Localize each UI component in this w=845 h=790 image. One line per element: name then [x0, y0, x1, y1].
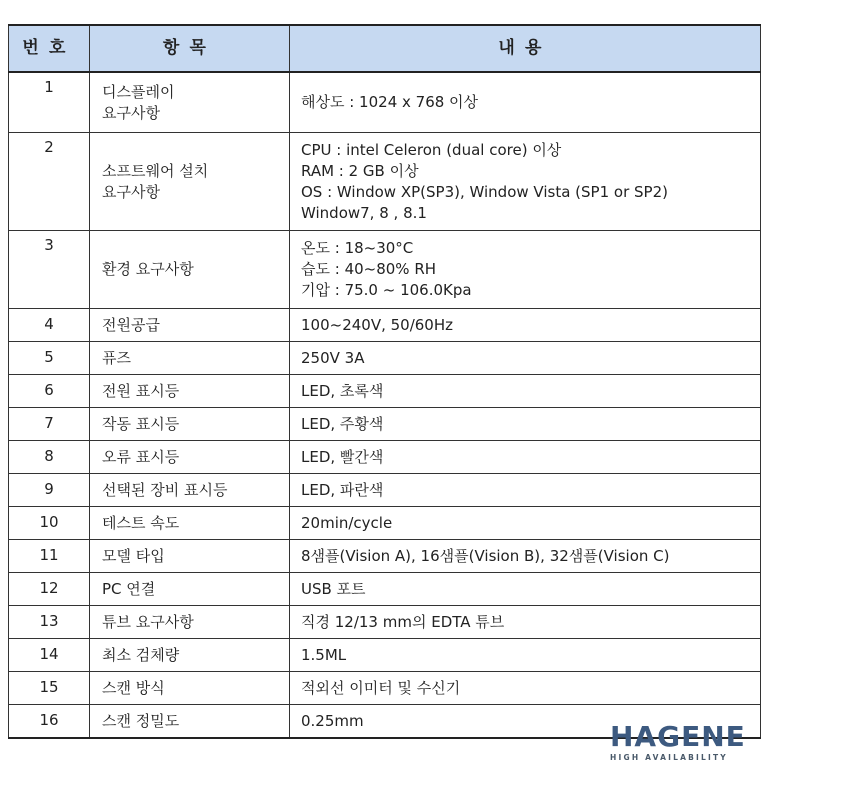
row-item: [90, 672, 290, 705]
row-number: 15: [9, 672, 90, 705]
table-row: [9, 507, 761, 540]
table-row: [9, 672, 761, 705]
row-item: [90, 705, 290, 739]
row-number: 16: [9, 705, 90, 739]
item-line: 오류 표시등: [102, 447, 180, 466]
table-row: [9, 375, 761, 408]
content-line: OS : Window XP(SP3), Window Vista (SP1 or SP2): [301, 182, 668, 201]
item-line: 요구사항: [102, 103, 160, 122]
content-line: CPU : intel Celeron (dual core) 이상: [301, 140, 562, 159]
item-line: 전원 표시등: [102, 381, 180, 400]
row-number: 5: [9, 342, 90, 375]
table-row: [9, 639, 761, 672]
table-row: [9, 573, 761, 606]
item-line: 요구사항: [102, 182, 160, 201]
item-line: 작동 표시등: [102, 414, 180, 433]
table-row: [9, 309, 761, 342]
row-content: [290, 342, 761, 375]
hagene-logo: [606, 720, 756, 766]
table-row: [9, 231, 761, 309]
content-line: 100~240V, 50/60Hz: [301, 315, 454, 334]
content-line: 250V 3A: [301, 348, 365, 367]
item-line: 소프트웨어 설치: [102, 161, 209, 180]
row-number: 12: [9, 573, 90, 606]
table-row: [9, 133, 761, 231]
content-line: USB 포트: [301, 579, 366, 598]
content-line: 직경 12/13 mm의 EDTA 튜브: [301, 612, 505, 631]
row-item: [90, 606, 290, 639]
table-row: [9, 474, 761, 507]
row-number: 4: [9, 309, 90, 342]
row-content: [290, 72, 761, 133]
row-item: [90, 507, 290, 540]
content-line: LED, 주황색: [301, 414, 384, 433]
row-content: [290, 672, 761, 705]
logo-wordmark: HAGENE: [610, 720, 746, 753]
row-item: [90, 72, 290, 133]
content-line: LED, 초록색: [301, 381, 384, 400]
row-number: 7: [9, 408, 90, 441]
content-line: 해상도 : 1024 x 768 이상: [301, 93, 479, 111]
row-content: [290, 606, 761, 639]
content-line: 0.25mm: [301, 711, 364, 730]
content-line: LED, 빨간색: [301, 447, 384, 466]
row-content: [290, 408, 761, 441]
row-item: [90, 342, 290, 375]
row-item: [90, 133, 290, 231]
item-line: 최소 검체량: [102, 645, 180, 664]
row-number: 2: [9, 133, 90, 231]
row-item: [90, 639, 290, 672]
table-row: [9, 342, 761, 375]
item-line: 스캔 방식: [102, 678, 165, 697]
item-line: 선택된 장비 표시등: [102, 480, 228, 499]
table-row: [9, 606, 761, 639]
row-number: 14: [9, 639, 90, 672]
logo-tagline: HIGH AVAILABILITY: [610, 753, 728, 762]
content-line: 1.5ML: [301, 645, 347, 664]
item-line: PC 연결: [102, 579, 156, 598]
row-number: 9: [9, 474, 90, 507]
content-line: LED, 파란색: [301, 480, 384, 499]
row-content: [290, 231, 761, 309]
row-item: [90, 573, 290, 606]
row-item: [90, 408, 290, 441]
row-number: 8: [9, 441, 90, 474]
row-content: [290, 375, 761, 408]
row-content: [290, 441, 761, 474]
row-number: 10: [9, 507, 90, 540]
content-line: Window7, 8 , 8.1: [301, 203, 427, 222]
row-content: [290, 133, 761, 231]
row-item: [90, 309, 290, 342]
header-content: 내용: [290, 25, 761, 72]
row-content: [290, 639, 761, 672]
table-header-row: [9, 25, 761, 72]
content-line: RAM : 2 GB 이상: [301, 161, 419, 180]
item-line: 튜브 요구사항: [102, 612, 194, 631]
row-number: 11: [9, 540, 90, 573]
spec-table: [8, 24, 761, 739]
row-number: 1: [9, 72, 90, 133]
item-line: 모델 타입: [102, 546, 165, 565]
row-item: [90, 474, 290, 507]
content-line: 기압 : 75.0 ~ 106.0Kpa: [301, 281, 472, 299]
row-content: [290, 540, 761, 573]
content-line: 8샘플(Vision A), 16샘플(Vision B), 32샘플(Vision C): [301, 546, 670, 565]
header-item: 항목: [90, 25, 290, 72]
row-item: [90, 375, 290, 408]
row-number: 3: [9, 231, 90, 309]
item-line: 환경 요구사항: [102, 260, 194, 278]
row-number: 13: [9, 606, 90, 639]
table-row: [9, 540, 761, 573]
content-line: 20min/cycle: [301, 513, 393, 532]
table-row: [9, 408, 761, 441]
content-line: 온도 : 18~30°C: [301, 239, 414, 257]
item-line: 디스플레이: [102, 82, 175, 101]
content-line: 적외선 이미터 및 수신기: [301, 678, 461, 697]
item-line: 스캔 정밀도: [102, 711, 180, 730]
table-row: [9, 441, 761, 474]
item-line: 전원공급: [102, 315, 160, 334]
row-item: [90, 540, 290, 573]
row-content: [290, 507, 761, 540]
row-item: [90, 441, 290, 474]
row-content: [290, 309, 761, 342]
item-line: 테스트 속도: [102, 513, 180, 532]
table-row: [9, 72, 761, 133]
row-item: [90, 231, 290, 309]
row-number: 6: [9, 375, 90, 408]
item-line: 퓨즈: [102, 348, 131, 367]
content-line: 습도 : 40~80% RH: [301, 260, 437, 278]
row-content: [290, 474, 761, 507]
header-no: 번호: [9, 25, 90, 72]
row-content: [290, 573, 761, 606]
